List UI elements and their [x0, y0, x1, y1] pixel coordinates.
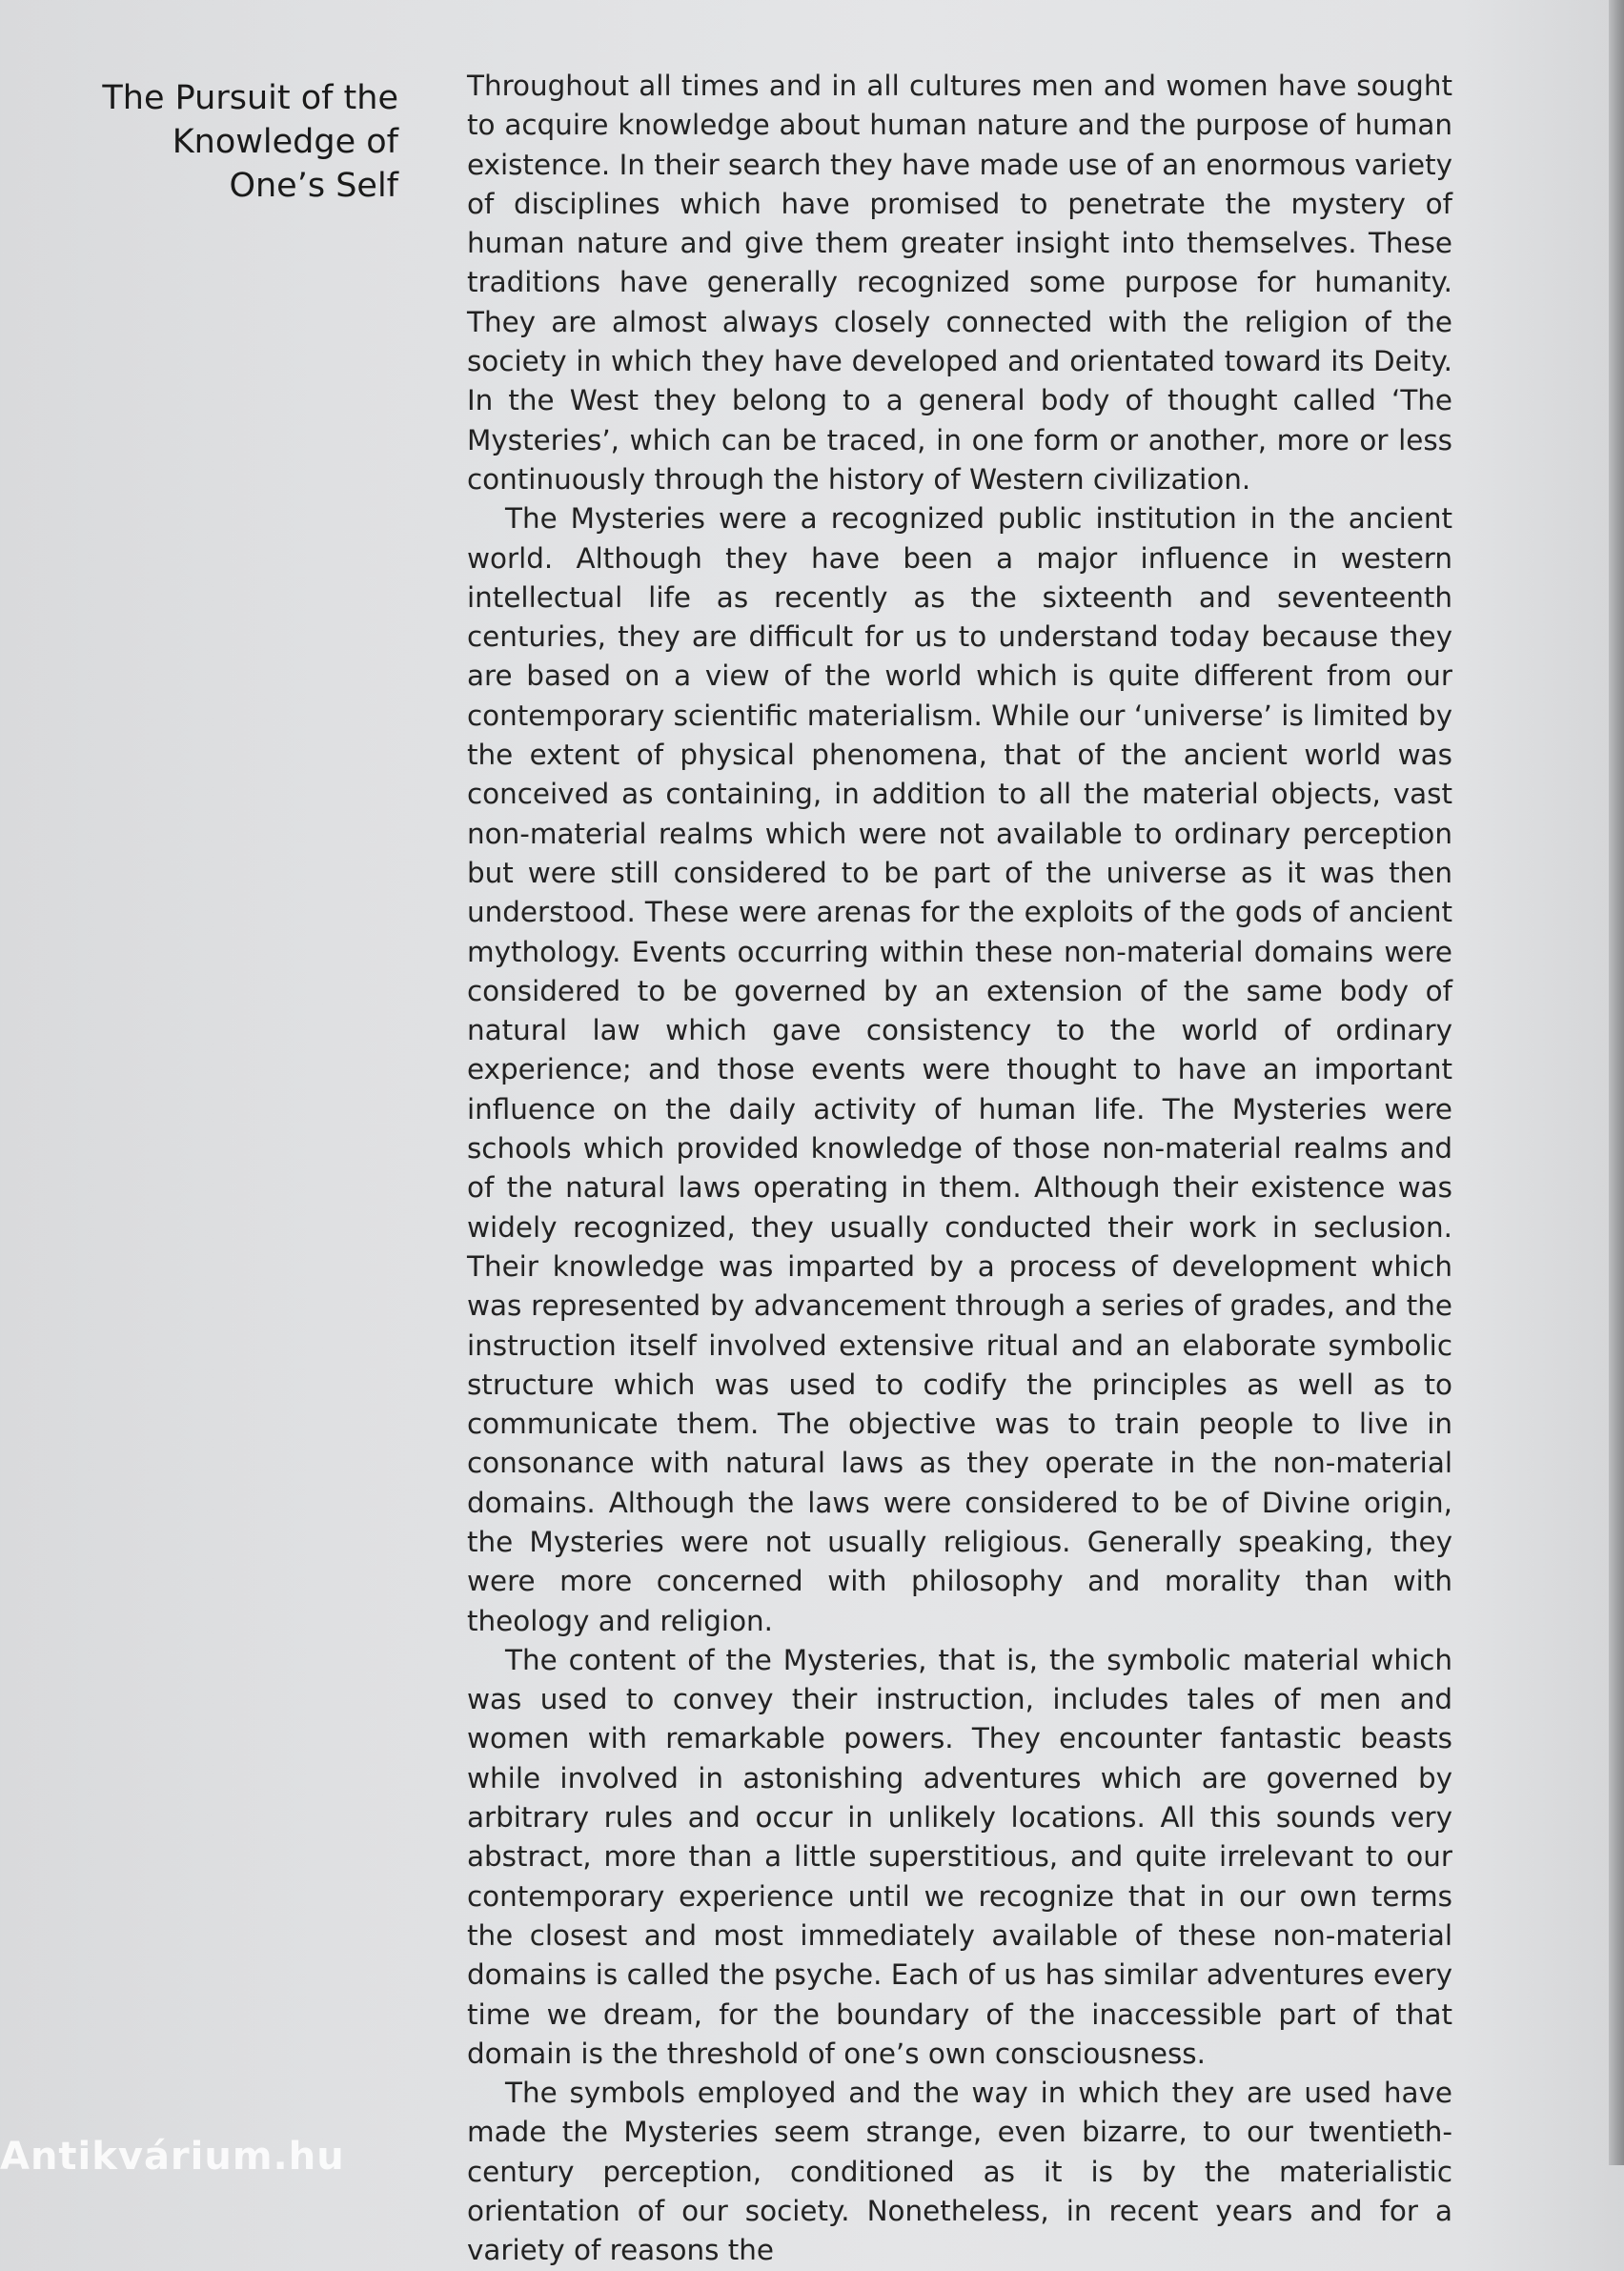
body-text — [467, 67, 1452, 2271]
heading-line-1: The Pursuit of the — [102, 79, 398, 117]
watermark: Antikvárium.hu — [0, 2135, 345, 2179]
paragraph-3: The content of the Mysteries, that is, the symbolic material which was used to convey their instruction, includes tales of men and women with remarkable powers. They encounter fantastic beasts while involved in astonishing adventures which are governed by arbitrary rules and occur in unlikely locations. All this sounds very abstract, more than a little superstitious, and quite irrelevant to our contemporary experience until we recognize that in our own terms the closest and most immediately available of these non-material domains is called the psyche. Each of us has similar adventures every time we dream, for the boundary of the inaccessible part of that domain is the threshold of one’s own consciousness. — [467, 1643, 1452, 2070]
heading-line-3: One’s Self — [229, 167, 398, 205]
paragraph-4: The symbols employed and the way in which they are used have made the Mysteries seem strange, even bizarre, to our twentieth-century perception, conditioned as it is by the materialistic orientation of our society. Nonetheless, in recent years and for a variety of reasons the — [467, 2077, 1452, 2267]
heading-line-2: Knowledge of — [172, 123, 398, 161]
chapter-heading — [57, 76, 398, 208]
page-edge — [1609, 0, 1624, 2165]
paragraph-1: Throughout all times and in all cultures men and women have sought to acquire knowledge about human nature and the purpose of human existence. In their search they have made use of an enormous variety of disciplines which have promised to penetrate the mystery of human nature and give them greater insight into themselves. These traditions have generally recognized some purpose for humanity. They are almost always closely connected with the religion of the society in which they have developed and orientated toward its Deity. In the West they belong to a general body of thought called ‘The Mysteries’, which can be traced, in one form or another, more or less continuously through the history of Western civilization. — [467, 70, 1452, 496]
paragraph-2: The Mysteries were a recognized public institution in the ancient world. Although they have been a major influence in western intellectual life as recently as the sixteenth and seventeenth centuries, they are difficult for us to understand today because they are based on a view of the world which is quite different from our contemporary scientific materialism. While our ‘universe’ is limited by the extent of physical phenomena, that of the ancient world was conceived as containing, in addition to all the material objects, vast non-material realms which were not available to ordinary perception but were still considered to be part of the universe as it was then understood. These were arenas for the exploits of the gods of ancient mythology. Events occurring within these non-material domains were considered to be governed by an extension of the same body of natural law which gave consistency to the world of ordinary experience; and those events were thought to have an important influence on the daily activity of human life. The Mysteries were schools which provided knowledge of those non-material realms and of the natural laws operating in them. Although their existence was widely recognized, they usually conducted their work in seclusion. Their knowledge was imparted by a process of development which was represented by advancement through a series of grades, and the instruction itself involved extensive ritual and an elaborate symbolic structure which was used to codify the principles as well as to communicate them. The objective was to train people to live in consonance with natural laws as they operate in the non-material domains. Although the laws were considered to be of Divine origin, the Mysteries were not usually religious. Generally speaking, they were more concerned with philosophy and morality than with theology and religion. — [467, 502, 1452, 1637]
